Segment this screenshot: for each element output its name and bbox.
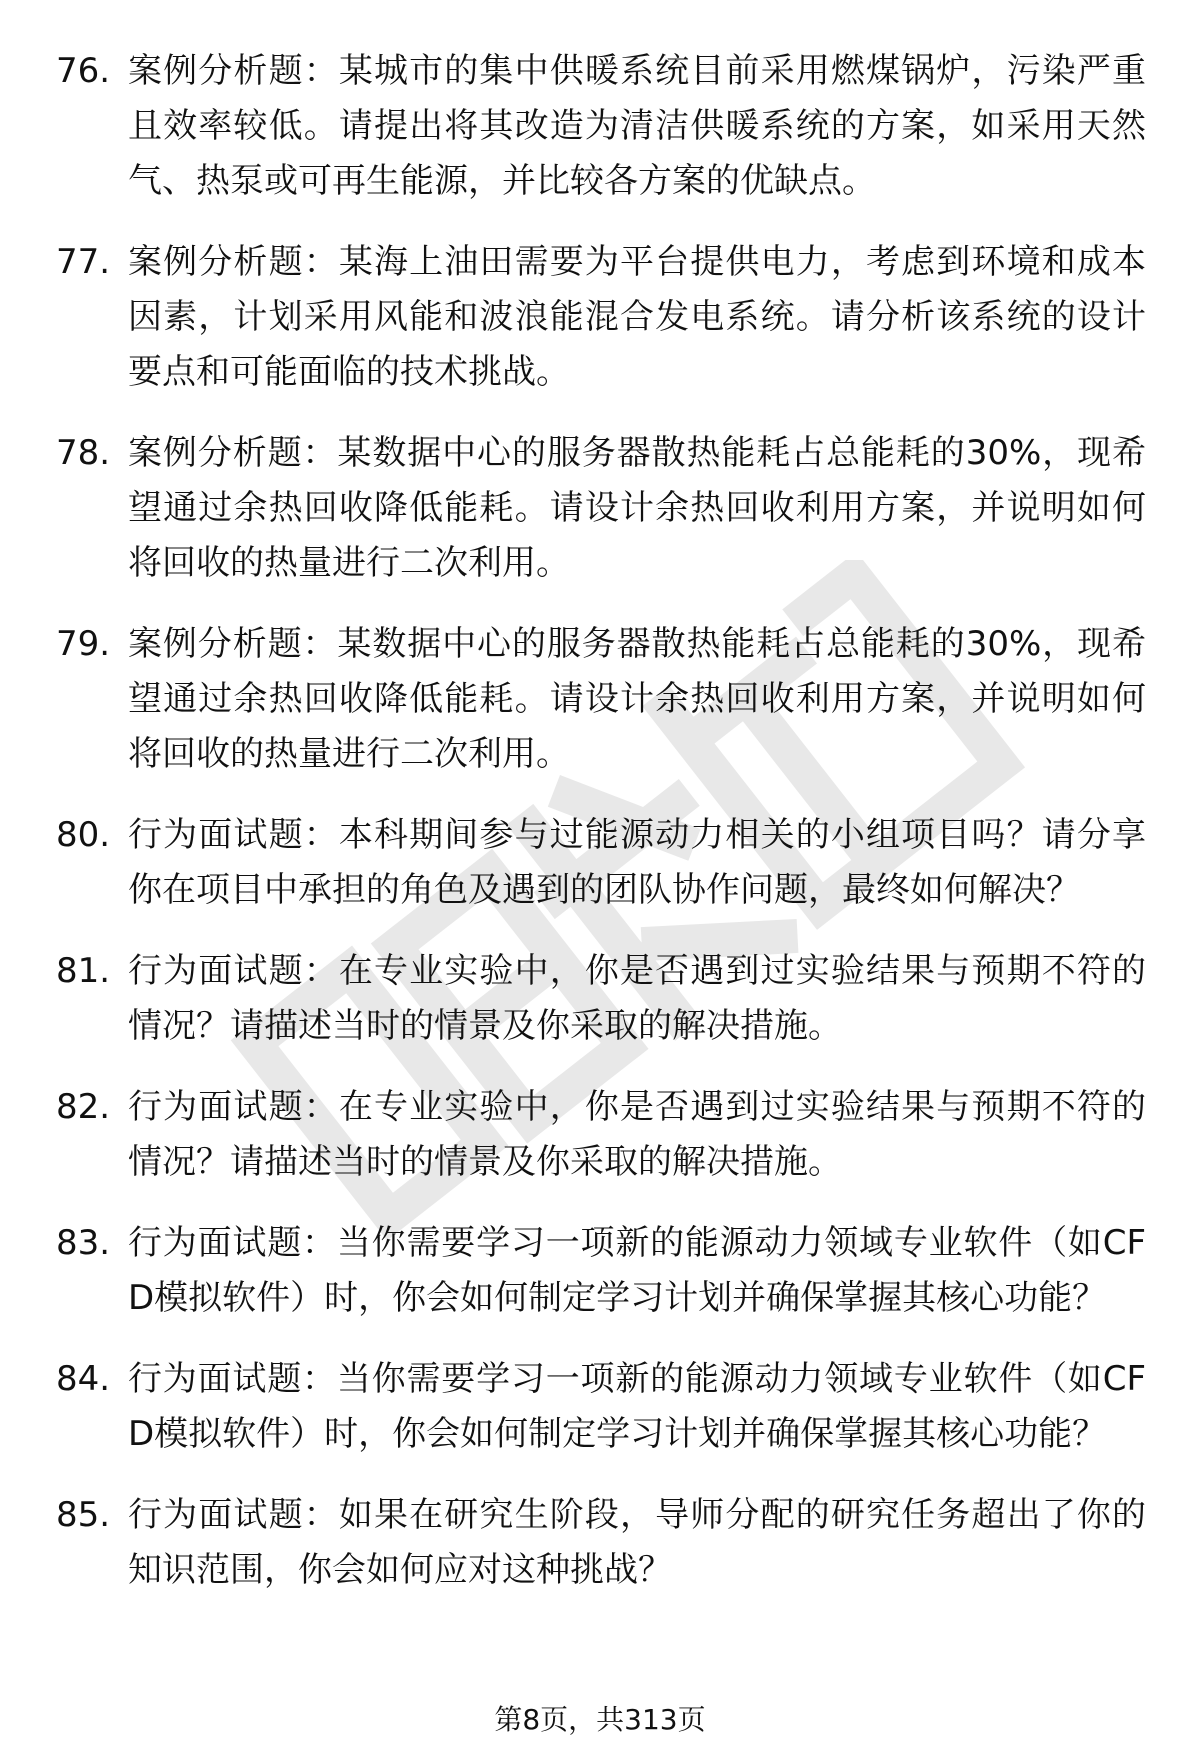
question-number: 85. [56, 1495, 111, 1535]
question-item [56, 1352, 1146, 1462]
question-text: 行为面试题：在专业实验中，你是否遇到过实验结果与预期不符的情况？请描述当时的情景及你采取的解决措施。 [128, 951, 1146, 1046]
question-text: 行为面试题：本科期间参与过能源动力相关的小组项目吗？请分享你在项目中承担的角色及遇到的团队协作问题，最终如何解决？ [128, 815, 1146, 910]
question-item [56, 426, 1146, 591]
question-text: 案例分析题：某城市的集中供暖系统目前采用燃煤锅炉，污染严重且效率较低。请提出将其改造为清洁供暖系统的方案，如采用天然气、热泵或可再生能源，并比较各方案的优缺点。 [128, 51, 1146, 201]
question-number: 79. [56, 624, 111, 664]
question-item [56, 235, 1146, 400]
question-text: 案例分析题：某数据中心的服务器散热能耗占总能耗的30%，现希望通过余热回收降低能耗。请设计余热回收利用方案，并说明如何将回收的热量进行二次利用。 [128, 433, 1146, 583]
question-number: 81. [56, 951, 111, 991]
question-item [56, 617, 1146, 782]
question-text: 行为面试题：当你需要学习一项新的能源动力领域专业软件（如CFD模拟软件）时，你会如何制定学习计划并确保掌握其核心功能？ [128, 1359, 1146, 1454]
question-text: 行为面试题：当你需要学习一项新的能源动力领域专业软件（如CFD模拟软件）时，你会如何制定学习计划并确保掌握其核心功能？ [128, 1223, 1146, 1318]
question-item [56, 944, 1146, 1054]
question-item [56, 1080, 1146, 1190]
question-number: 76. [56, 51, 111, 91]
question-item [56, 1488, 1146, 1598]
question-number: 80. [56, 815, 111, 855]
question-number: 77. [56, 242, 111, 282]
question-number: 82. [56, 1087, 111, 1127]
question-number: 78. [56, 433, 111, 473]
question-text: 案例分析题：某海上油田需要为平台提供电力，考虑到环境和成本因素，计划采用风能和波浪能混合发电系统。请分析该系统的设计要点和可能面临的技术挑战。 [128, 242, 1146, 392]
question-number: 83. [56, 1223, 111, 1263]
page-number-footer: 第8页，共313页 [494, 1703, 706, 1736]
question-text: 案例分析题：某数据中心的服务器散热能耗占总能耗的30%，现希望通过余热回收降低能耗。请设计余热回收利用方案，并说明如何将回收的热量进行二次利用。 [128, 624, 1146, 774]
question-item [56, 44, 1146, 209]
question-item [56, 1216, 1146, 1326]
question-list [56, 44, 1146, 1624]
question-number: 84. [56, 1359, 111, 1399]
question-item [56, 808, 1146, 918]
question-text: 行为面试题：如果在研究生阶段，导师分配的研究任务超出了你的知识范围，你会如何应对这种挑战？ [128, 1495, 1146, 1590]
question-text: 行为面试题：在专业实验中，你是否遇到过实验结果与预期不符的情况？请描述当时的情景及你采取的解决措施。 [128, 1087, 1146, 1182]
